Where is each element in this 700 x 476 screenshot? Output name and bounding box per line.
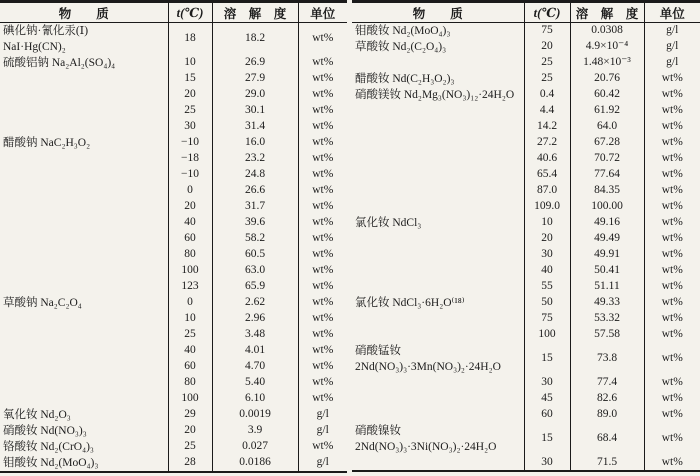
table-row xyxy=(352,295,700,311)
unit-cell: wt% xyxy=(644,311,700,327)
unit-cell: g/l xyxy=(644,39,700,55)
solubility-cell: 1.48×10⁻³ xyxy=(570,55,644,71)
table-row xyxy=(352,423,700,455)
temperature-cell: 0 xyxy=(168,183,212,199)
substance-name-line: 硝酸钕 Nd(NO₃)₃ xyxy=(3,425,87,437)
solubility-cell: 63.0 xyxy=(212,263,298,279)
solubility-cell: 0.0019 xyxy=(212,407,298,423)
unit-cell: wt% xyxy=(298,295,347,311)
temperature-cell: 10 xyxy=(524,215,570,231)
substance-name-line: 碘化钠·氰化汞(Ⅰ) xyxy=(3,25,89,37)
solubility-cell: 5.40 xyxy=(212,375,298,391)
table-row xyxy=(0,423,347,439)
header-row xyxy=(0,2,347,23)
unit-cell: wt% xyxy=(298,151,347,167)
table-row xyxy=(0,295,347,311)
unit-cell: wt% xyxy=(298,311,347,327)
substance-cell xyxy=(0,55,168,135)
substance-cell xyxy=(352,423,524,471)
unit-cell: wt% xyxy=(644,87,700,103)
substance-name-line: 2Nd(NO₃)₃·3Ni(NO₃)₂·24H₂O xyxy=(355,441,497,453)
table-row xyxy=(0,455,347,472)
temperature-cell: 60 xyxy=(168,231,212,247)
solubility-cell: 49.33 xyxy=(570,295,644,311)
solubility-cell: 3.48 xyxy=(212,327,298,343)
solubility-cell: 82.6 xyxy=(570,391,644,407)
unit-cell: g/l xyxy=(298,407,347,423)
temperature-cell: 40 xyxy=(168,215,212,231)
temperature-cell: −10 xyxy=(168,167,212,183)
temperature-cell: 75 xyxy=(524,311,570,327)
solubility-cell: 51.11 xyxy=(570,279,644,295)
solubility-cell: 20.76 xyxy=(570,71,644,87)
table-body-right xyxy=(352,23,700,472)
temperature-cell: 15 xyxy=(524,343,570,375)
unit-cell: wt% xyxy=(298,135,347,151)
temperature-cell: 60 xyxy=(524,407,570,423)
table-row xyxy=(352,343,700,375)
temperature-cell: 14.2 xyxy=(524,119,570,135)
unit-cell: g/l xyxy=(644,55,700,71)
solubility-cell: 67.28 xyxy=(570,135,644,151)
unit-cell: wt% xyxy=(298,55,347,71)
substance-name-line: 硫酸铝钠 Na₂Al₂(SO₄)₄ xyxy=(3,57,116,69)
substance-name-line: 草酸钕 Nd₂(C₂O₄)₃ xyxy=(355,41,447,53)
col-header-unit: 单位 xyxy=(298,2,347,23)
temperature-cell: 50 xyxy=(524,295,570,311)
temperature-cell: 15 xyxy=(524,423,570,455)
solubility-cell: 61.92 xyxy=(570,103,644,119)
solubility-cell: 49.91 xyxy=(570,247,644,263)
col-header-temperature: t(℃) xyxy=(168,2,212,23)
temperature-cell: 15 xyxy=(168,71,212,87)
substance-cell xyxy=(352,343,524,423)
substance-name-line: 氧化钕 Nd₂O₃ xyxy=(3,409,71,421)
solubility-cell: 4.70 xyxy=(212,359,298,375)
solubility-cell: 4.9×10⁻⁴ xyxy=(570,39,644,55)
unit-cell: wt% xyxy=(298,183,347,199)
unit-cell: wt% xyxy=(644,119,700,135)
substance-name-line: 草酸钠 Na₂C₂O₄ xyxy=(3,297,82,309)
substance-name-line: NaI·Hg(CN)₂ xyxy=(3,41,66,53)
substance-name-line: 硝酸镍钕 xyxy=(355,425,401,437)
substance-cell xyxy=(0,295,168,407)
unit-cell: wt% xyxy=(644,391,700,407)
solubility-cell: 30.1 xyxy=(212,103,298,119)
table-row xyxy=(0,439,347,455)
temperature-cell: 29 xyxy=(168,407,212,423)
unit-cell: g/l xyxy=(298,423,347,439)
table-row xyxy=(0,135,347,151)
unit-cell: wt% xyxy=(644,215,700,231)
temperature-cell: 40 xyxy=(524,263,570,279)
temperature-cell: 4.4 xyxy=(524,103,570,119)
temperature-cell: 20 xyxy=(168,87,212,103)
col-header-substance: 物 质 xyxy=(352,2,524,23)
temperature-cell: 10 xyxy=(168,55,212,71)
solubility-cell: 0.0186 xyxy=(212,455,298,472)
unit-cell: wt% xyxy=(644,455,700,471)
unit-cell: wt% xyxy=(644,375,700,391)
temperature-cell: 18 xyxy=(168,23,212,56)
temperature-cell: 55 xyxy=(524,279,570,295)
solubility-cell: 2.96 xyxy=(212,311,298,327)
table-row xyxy=(0,407,347,423)
table-row xyxy=(0,55,347,71)
temperature-cell: 100 xyxy=(168,263,212,279)
unit-cell: wt% xyxy=(298,23,347,56)
substance-cell xyxy=(0,23,168,56)
solubility-table-right xyxy=(352,0,700,472)
col-header-solubility: 溶 解 度 xyxy=(212,2,298,23)
temperature-cell: 100 xyxy=(524,327,570,343)
solubility-cell: 77.64 xyxy=(570,167,644,183)
solubility-cell: 29.0 xyxy=(212,87,298,103)
solubility-cell: 0.027 xyxy=(212,439,298,455)
solubility-cell: 53.32 xyxy=(570,311,644,327)
unit-cell: g/l xyxy=(644,23,700,40)
col-header-solubility: 溶 解 度 xyxy=(570,2,644,23)
substance-name-line: 硝酸镁钕 Nd₂Mg₃(NO₃)₁₂·24H₂O xyxy=(355,89,515,101)
substance-cell xyxy=(352,39,524,71)
solubility-cell: 70.72 xyxy=(570,151,644,167)
temperature-cell: 109.0 xyxy=(524,199,570,215)
temperature-cell: 25 xyxy=(168,103,212,119)
temperature-cell: 100 xyxy=(168,391,212,407)
unit-cell: wt% xyxy=(644,423,700,455)
solubility-cell: 100.00 xyxy=(570,199,644,215)
solubility-cell: 4.01 xyxy=(212,343,298,359)
substance-cell xyxy=(352,71,524,87)
unit-cell: wt% xyxy=(644,327,700,343)
solubility-table-left xyxy=(0,0,347,473)
unit-cell: wt% xyxy=(298,343,347,359)
unit-cell: wt% xyxy=(644,71,700,87)
unit-cell: wt% xyxy=(298,279,347,295)
temperature-cell: 25 xyxy=(524,71,570,87)
unit-cell: wt% xyxy=(298,231,347,247)
temperature-cell: 75 xyxy=(524,23,570,40)
substance-name-line: 醋酸钠 NaC₂H₃O₂ xyxy=(3,137,91,149)
temperature-cell: 20 xyxy=(524,231,570,247)
substance-name-line: 钼酸钕 Nd₂(MoO₄)₃ xyxy=(355,25,451,37)
unit-cell: wt% xyxy=(644,151,700,167)
unit-cell: wt% xyxy=(298,327,347,343)
temperature-cell: −10 xyxy=(168,135,212,151)
substance-name-line: 钼酸钕 Nd₂(MoO₄)₃ xyxy=(3,457,99,469)
unit-cell: wt% xyxy=(298,167,347,183)
unit-cell: wt% xyxy=(644,167,700,183)
temperature-cell: 80 xyxy=(168,375,212,391)
temperature-cell: 40 xyxy=(168,343,212,359)
col-header-substance: 物 质 xyxy=(0,2,168,23)
temperature-cell: 20 xyxy=(168,199,212,215)
col-header-unit: 单位 xyxy=(644,2,700,23)
substance-name-line: 2Nd(NO₃)₃·3Mn(NO₃)₂·24H₂O xyxy=(355,361,501,373)
table-row xyxy=(0,23,347,56)
solubility-cell: 0.0308 xyxy=(570,23,644,40)
solubility-cell: 68.4 xyxy=(570,423,644,455)
table-body-left xyxy=(0,23,347,473)
temperature-cell: 20 xyxy=(524,39,570,55)
solubility-cell: 84.35 xyxy=(570,183,644,199)
table-row xyxy=(352,23,700,40)
unit-cell: wt% xyxy=(644,247,700,263)
temperature-cell: 40.6 xyxy=(524,151,570,167)
substance-cell xyxy=(352,215,524,295)
unit-cell: wt% xyxy=(644,231,700,247)
solubility-cell: 23.2 xyxy=(212,151,298,167)
temperature-cell: 87.0 xyxy=(524,183,570,199)
unit-cell: wt% xyxy=(644,295,700,311)
solubility-cell: 26.9 xyxy=(212,55,298,71)
unit-cell: wt% xyxy=(298,439,347,455)
unit-cell: wt% xyxy=(298,71,347,87)
solubility-cell: 57.58 xyxy=(570,327,644,343)
table-row xyxy=(352,39,700,55)
substance-cell xyxy=(0,439,168,455)
substance-cell xyxy=(352,23,524,40)
substance-cell xyxy=(0,135,168,295)
substance-name-line: 铬酸钕 Nd₂(CrO₄)₃ xyxy=(3,441,94,453)
substance-cell xyxy=(0,455,168,472)
unit-cell: wt% xyxy=(298,119,347,135)
temperature-cell: 45 xyxy=(524,391,570,407)
temperature-cell: 25 xyxy=(168,439,212,455)
temperature-cell: −18 xyxy=(168,151,212,167)
unit-cell: wt% xyxy=(298,391,347,407)
solubility-cell: 60.42 xyxy=(570,87,644,103)
substance-cell xyxy=(352,295,524,343)
table-row xyxy=(352,215,700,231)
header-row xyxy=(352,2,700,23)
temperature-cell: 30 xyxy=(524,375,570,391)
unit-cell: wt% xyxy=(644,343,700,375)
unit-cell: wt% xyxy=(644,407,700,423)
solubility-cell: 31.7 xyxy=(212,199,298,215)
substance-name-line: 硝酸锰钕 xyxy=(355,345,401,357)
substance-cell xyxy=(352,87,524,215)
temperature-cell: 30 xyxy=(524,247,570,263)
unit-cell: wt% xyxy=(298,87,347,103)
unit-cell: wt% xyxy=(298,375,347,391)
temperature-cell: 10 xyxy=(168,311,212,327)
solubility-cell: 49.16 xyxy=(570,215,644,231)
unit-cell: wt% xyxy=(298,215,347,231)
temperature-cell: 65.4 xyxy=(524,167,570,183)
temperature-cell: 28 xyxy=(168,455,212,472)
unit-cell: wt% xyxy=(644,199,700,215)
solubility-cell: 2.62 xyxy=(212,295,298,311)
col-header-temperature: t(℃) xyxy=(524,2,570,23)
substance-cell xyxy=(0,407,168,423)
substance-cell xyxy=(0,423,168,439)
temperature-cell: 25 xyxy=(524,55,570,71)
unit-cell: wt% xyxy=(644,103,700,119)
substance-name-line: 醋酸钕 Nd(C₂H₃O₂)₃ xyxy=(355,73,455,85)
solubility-cell: 16.0 xyxy=(212,135,298,151)
solubility-cell: 31.4 xyxy=(212,119,298,135)
solubility-cell: 65.9 xyxy=(212,279,298,295)
table-row xyxy=(352,87,700,103)
solubility-cell: 64.0 xyxy=(570,119,644,135)
unit-cell: wt% xyxy=(298,103,347,119)
unit-cell: wt% xyxy=(644,279,700,295)
temperature-cell: 20 xyxy=(168,423,212,439)
temperature-cell: 123 xyxy=(168,279,212,295)
solubility-cell: 77.4 xyxy=(570,375,644,391)
solubility-cell: 24.8 xyxy=(212,167,298,183)
solubility-cell: 89.0 xyxy=(570,407,644,423)
temperature-cell: 27.2 xyxy=(524,135,570,151)
solubility-cell: 50.41 xyxy=(570,263,644,279)
solubility-cell: 49.49 xyxy=(570,231,644,247)
solubility-cell: 71.5 xyxy=(570,455,644,471)
unit-cell: g/l xyxy=(298,455,347,472)
solubility-cell: 18.2 xyxy=(212,23,298,56)
unit-cell: wt% xyxy=(298,199,347,215)
substance-name-line: 氯化钕 NdCl₃ xyxy=(355,217,422,229)
temperature-cell: 60 xyxy=(168,359,212,375)
temperature-cell: 30 xyxy=(524,455,570,471)
solubility-cell: 6.10 xyxy=(212,391,298,407)
unit-cell: wt% xyxy=(644,183,700,199)
solubility-cell: 73.8 xyxy=(570,343,644,375)
temperature-cell: 0 xyxy=(168,295,212,311)
unit-cell: wt% xyxy=(644,135,700,151)
temperature-cell: 30 xyxy=(168,119,212,135)
solubility-cell: 58.2 xyxy=(212,231,298,247)
solubility-cell: 27.9 xyxy=(212,71,298,87)
unit-cell: wt% xyxy=(644,263,700,279)
table-row xyxy=(352,71,700,87)
temperature-cell: 25 xyxy=(168,327,212,343)
unit-cell: wt% xyxy=(298,263,347,279)
solubility-cell: 60.5 xyxy=(212,247,298,263)
solubility-cell: 39.6 xyxy=(212,215,298,231)
temperature-cell: 0.4 xyxy=(524,87,570,103)
substance-name-line: 氯化钕 NdCl₃·6H₂O⁽¹⁸⁾ xyxy=(355,297,465,309)
unit-cell: wt% xyxy=(298,359,347,375)
temperature-cell: 80 xyxy=(168,247,212,263)
solubility-cell: 3.9 xyxy=(212,423,298,439)
solubility-cell: 26.6 xyxy=(212,183,298,199)
unit-cell: wt% xyxy=(298,247,347,263)
